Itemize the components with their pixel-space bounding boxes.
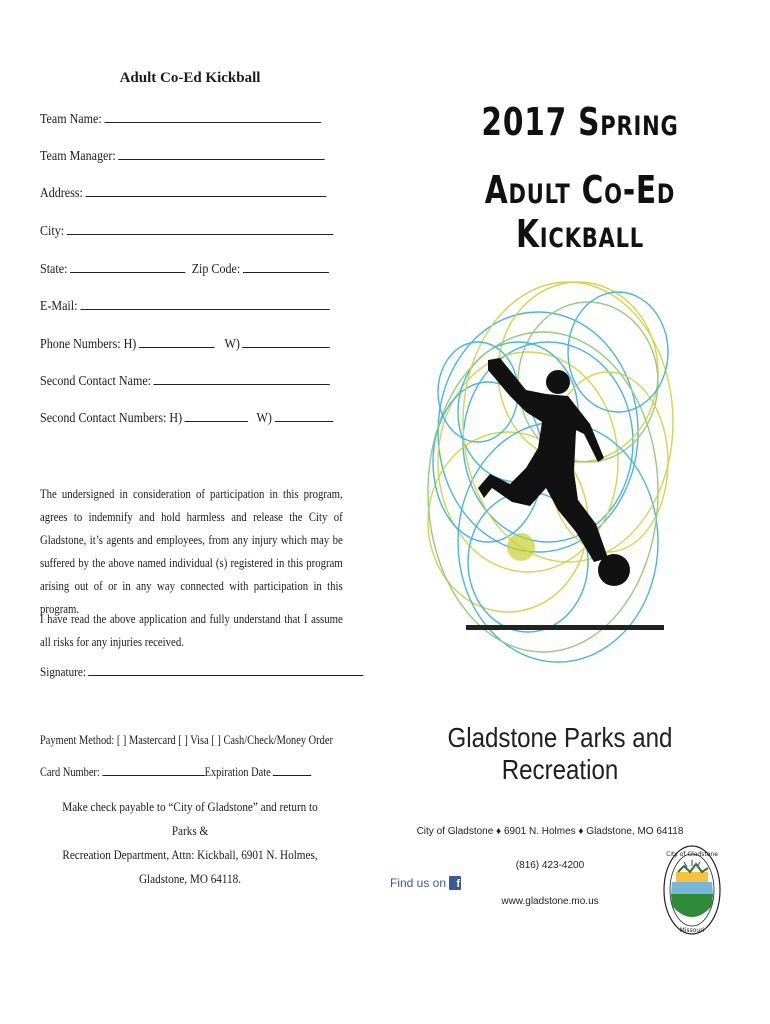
phone-work-line[interactable]: [242, 346, 330, 348]
acknowledgement-paragraph: I have read the above application and fully understand that I assume all risks for any injuries received.: [40, 612, 343, 649]
waiver-paragraph: The undersigned in consideration of participation in this program, agrees to indemnify and hold harmless and release the City of Gladstone, it’s agents and employees, from any injury which may be suffered by the above named individual (s) registered in this program arising out of or in any way connected with participation in this program.: [40, 487, 343, 616]
state-zip-field[interactable]: [40, 262, 329, 278]
second-contact-work-line[interactable]: [274, 420, 332, 422]
svg-text:Missouri: Missouri: [679, 927, 705, 934]
find-us-on-facebook-link[interactable]: [390, 876, 461, 890]
phone-work-label: W): [224, 337, 240, 352]
address-label: Address:: [40, 186, 83, 201]
team-name-field[interactable]: [40, 112, 321, 128]
address-field[interactable]: [40, 186, 326, 202]
website-link[interactable]: www.gladstone.mo.us: [501, 896, 599, 907]
second-contact-home-line[interactable]: [185, 420, 249, 422]
payable-note-line-2: Recreation Department, Attn: Kickball, 6901 N. Holmes,: [62, 847, 318, 862]
city-seal-logo: [662, 842, 722, 938]
contact-phone: (816) 423-4200: [515, 860, 585, 871]
find-us-label: Find us on: [390, 876, 447, 890]
contact-address: City of Gladstone ♦ 6901 N. Holmes ♦ Gladstone, MO 64118: [416, 826, 684, 837]
state-line[interactable]: [70, 271, 185, 273]
second-contact-work-label: W): [256, 411, 272, 426]
player-silhouette: [478, 358, 608, 562]
team-manager-label: Team Manager:: [40, 149, 116, 164]
payable-note-line-3: Gladstone, MO 64118.: [138, 871, 242, 886]
card-number-line[interactable]: [102, 774, 204, 776]
phone-field[interactable]: [40, 337, 330, 353]
email-field[interactable]: [40, 299, 329, 315]
city-field[interactable]: [40, 224, 333, 240]
address-line[interactable]: [85, 195, 326, 197]
zip-line[interactable]: [243, 271, 329, 273]
email-line[interactable]: [80, 308, 329, 310]
email-label: E-Mail:: [40, 299, 78, 314]
signature-line[interactable]: [89, 674, 364, 676]
team-name-label: Team Name:: [40, 112, 102, 127]
form-title: Adult Co-Ed Kickball: [119, 70, 261, 86]
second-contact-name-label: Second Contact Name:: [40, 374, 152, 389]
second-contact-numbers-field[interactable]: [40, 411, 333, 427]
phone-home-label: Phone Numbers: H): [40, 337, 137, 352]
card-number-label: Card Number:: [40, 764, 100, 779]
team-manager-field[interactable]: [40, 149, 325, 165]
second-contact-home-label: Second Contact Numbers: H): [40, 411, 183, 426]
city-line[interactable]: [67, 233, 334, 235]
zip-label: Zip Code:: [191, 262, 241, 277]
team-name-line[interactable]: [104, 121, 321, 123]
signature-label: Signature:: [40, 664, 86, 679]
team-manager-line[interactable]: [118, 158, 324, 160]
payment-method-label: Payment Method: [ ] Mastercard [ ] Visa [ ] Cash/Check/Money Order: [40, 732, 333, 747]
kickball: [598, 554, 630, 586]
expiration-label: Expiration Date: [204, 764, 271, 779]
city-label: City:: [40, 224, 65, 239]
headline-program: Adult Co-Ed Kickball: [484, 168, 676, 256]
kickball-player-illustration: [418, 262, 678, 682]
phone-home-line[interactable]: [139, 346, 215, 348]
svg-text:City of Gladstone: City of Gladstone: [666, 851, 718, 858]
facebook-icon[interactable]: f: [449, 876, 461, 890]
headline-year: 2017 Spring: [481, 100, 679, 144]
payable-note-line-1: Make check payable to “City of Gladstone” and return to Parks &: [62, 799, 318, 838]
second-contact-name-line[interactable]: [154, 383, 330, 385]
payment-method-field[interactable]: [40, 732, 333, 748]
expiration-line[interactable]: [273, 774, 311, 776]
payable-note: [40, 795, 340, 891]
ground-line: [466, 625, 664, 630]
card-number-field[interactable]: [40, 764, 312, 780]
organization-name: Gladstone Parks and Recreation: [447, 722, 673, 785]
signature-field[interactable]: [40, 664, 364, 680]
state-label: State:: [40, 262, 68, 277]
second-contact-name-field[interactable]: [40, 374, 330, 390]
